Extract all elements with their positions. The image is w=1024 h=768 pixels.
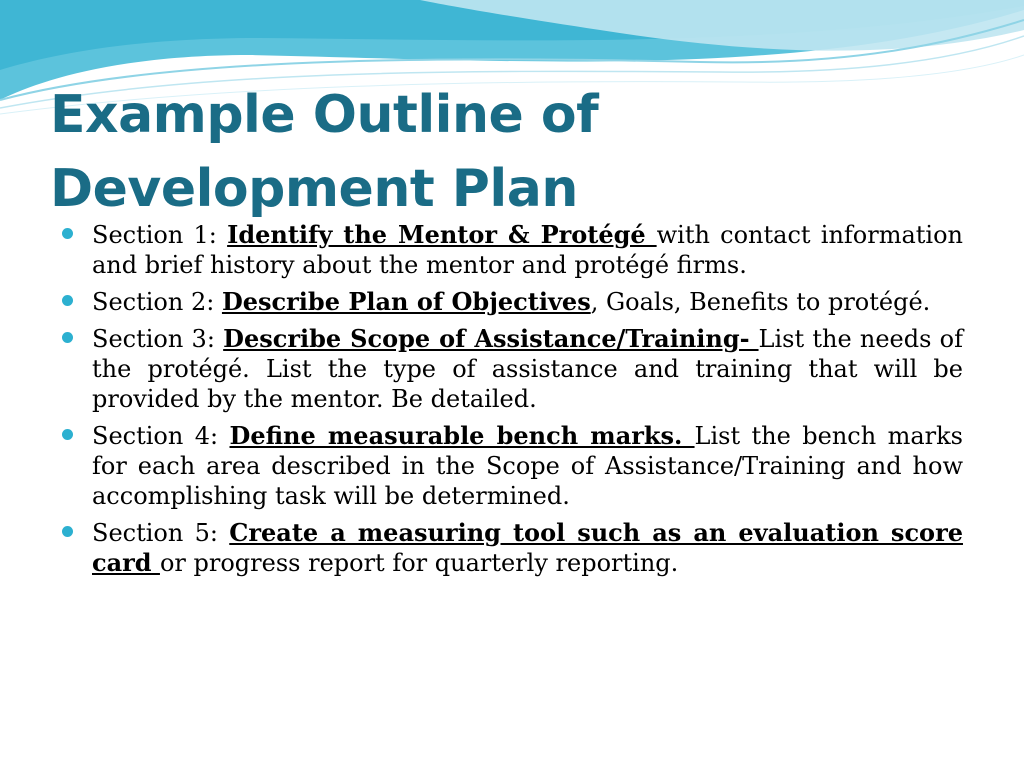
bullet-icon (62, 228, 73, 239)
bullet-list (60, 220, 963, 585)
bullet-item-section-3 (60, 324, 963, 414)
bullet-icon (62, 332, 73, 343)
section-heading: Define measurable bench marks. (229, 421, 695, 450)
section-heading: Describe Scope of Assistance/Training- (223, 324, 759, 353)
bullet-icon (62, 526, 73, 537)
section-text: List the bench marks for each area described in the Scope of Assistance/Training and how accomplishing task will be determined. (92, 422, 964, 510)
section-heading: Create a measuring tool such as an evaluation score card (92, 518, 963, 577)
section-label: Section 1: (92, 221, 228, 249)
section-text: , Goals, Benefits to protégé. (590, 288, 931, 316)
bullet-icon (62, 429, 73, 440)
bullet-item-section-1 (60, 220, 963, 280)
bullet-item-section-4 (60, 421, 963, 511)
section-label: Section 2: (92, 288, 222, 316)
section-text: with contact information and brief history about the mentor and protégé firms. (92, 221, 963, 279)
slide-title: Example Outline of Development Plan (50, 85, 599, 219)
section-text: or progress report for quarterly reporting. (159, 549, 679, 577)
section-heading: Describe Plan of Objectives (221, 287, 591, 316)
section-label: Section 3: (92, 325, 224, 353)
bullet-icon (62, 295, 73, 306)
section-label: Section 4: (92, 422, 230, 450)
section-heading: Identify the Mentor & Protégé (227, 220, 657, 249)
section-label: Section 5: (92, 519, 230, 547)
section-text: List the needs of the protégé. List the type of assistance and training that will be provided by the mentor. Be detailed. (92, 325, 964, 413)
bullet-item-section-2 (60, 287, 963, 317)
bullet-item-section-5 (60, 518, 963, 578)
